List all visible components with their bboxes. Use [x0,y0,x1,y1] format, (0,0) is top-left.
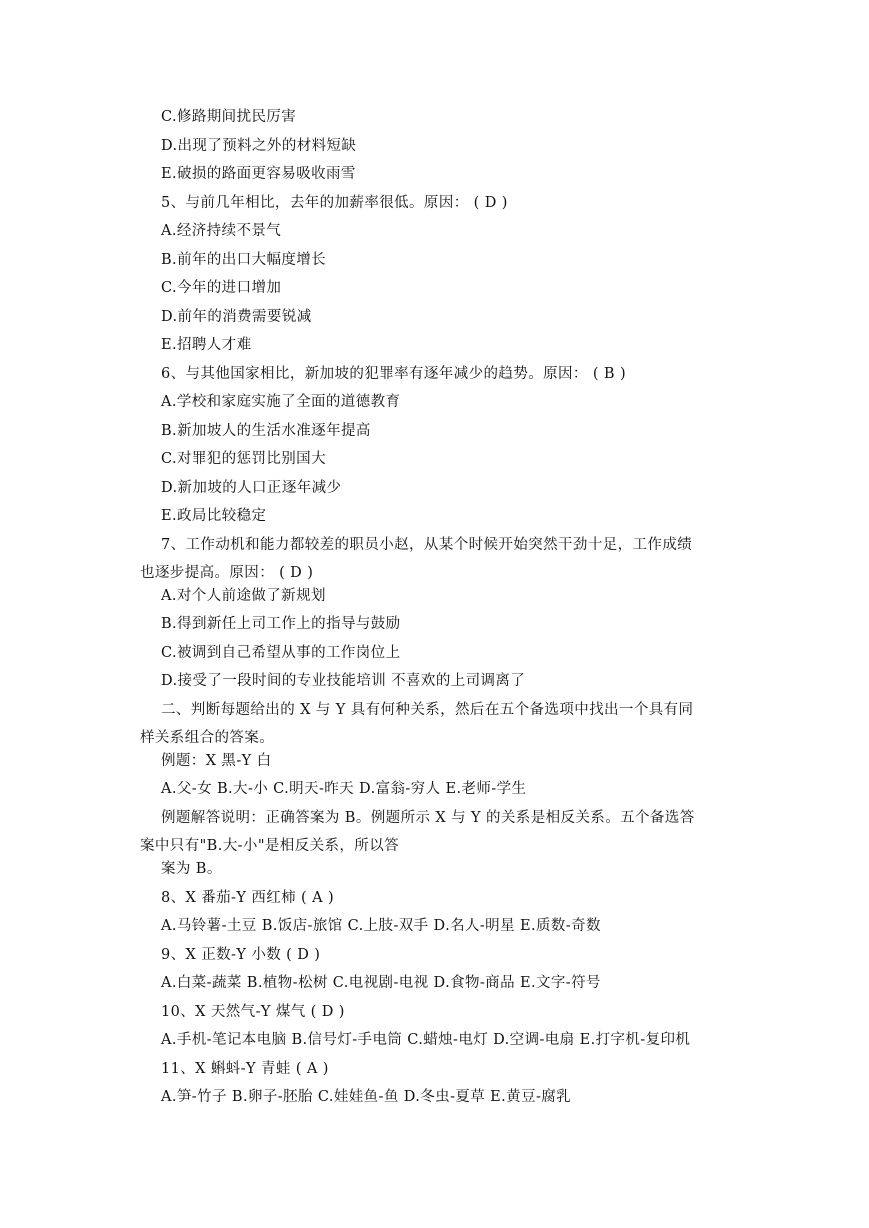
option-d-material-shortage: D.出现了预料之外的材料短缺 [161,138,357,154]
q5-option-e: E.招聘人才难 [161,337,252,353]
question-11: 11、X 蝌蚪-Y 青蛙 ( A ) [161,1061,329,1077]
example-options: A.父-女 B.大-小 C.明天-昨天 D.富翁-穷人 E.老师-学生 [161,781,527,797]
q6-option-a: A.学校和家庭实施了全面的道德教育 [161,394,401,410]
q7-option-d: D.接受了一段时间的专业技能培训 不喜欢的上司调离了 [161,673,526,689]
q7-option-c: C.被调到自己希望从事的工作岗位上 [161,645,401,661]
q10-options: A.手机-笔记本电脑 B.信号灯-手电筒 C.蜡烛-电灯 D.空调-电扇 E.打字机-复印机 [161,1032,691,1048]
example-question: 例题：X 黑-Y 白 [161,753,272,769]
section-2-instructions: 二、判断每题给出的 X 与 Y 具有何种关系，然后在五个备选项中找出一个具有同样关系组合的答案。 [140,702,694,746]
q6-option-d: D.新加坡的人口正逐年减少 [161,480,342,496]
example-explanation: 例题解答说明：正确答案为 B。例题所示 X 与 Y 的关系是相反关系。五个备选答案中只有"B.大-小"是相反关系，所以答 [140,810,695,854]
option-c-road-disturbance: C.修路期间扰民厉害 [161,109,297,125]
question-8: 8、X 番茄-Y 西红柿 ( A ) [161,890,335,906]
option-e-road-absorbs-rain: E.破损的路面更容易吸收雨雪 [161,166,356,182]
q5-option-c: C.今年的进口增加 [161,280,282,296]
q5-option-b: B.前年的出口大幅度增长 [161,252,327,268]
q8-options: A.马铃薯-土豆 B.饭店-旅馆 C.上肢-双手 D.名人-明星 E.质数-奇数 [161,918,601,934]
q11-options: A.笋-竹子 B.卵子-胚胎 C.娃娃鱼-鱼 D.冬虫-夏草 E.黄豆-腐乳 [161,1089,572,1105]
question-5: 5、与前几年相比，去年的加薪率很低。原因： ( D ) [161,195,508,211]
q6-option-b: B.新加坡人的生活水准逐年提高 [161,423,371,439]
q9-options: A.白菜-蔬菜 B.植物-松树 C.电视剧-电视 D.食物-商品 E.文字-符号 [161,975,601,991]
q5-option-a: A.经济持续不景气 [161,223,282,239]
q6-option-c: C.对罪犯的惩罚比别国大 [161,451,326,467]
q5-option-d: D.前年的消费需要锐减 [161,309,312,325]
question-6: 6、与其他国家相比，新加坡的犯罪率有逐年减少的趋势。原因： ( B ) [161,366,627,382]
question-7: 7、工作动机和能力都较差的职员小赵，从某个时候开始突然干劲十足，工作成绩也逐步提高。原因： ( D ) [140,537,693,581]
q7-option-a: A.对个人前途做了新规划 [161,588,326,604]
q7-option-b: B.得到新任上司工作上的指导与鼓励 [161,616,401,632]
question-9: 9、X 正数-Y 小数 ( D ) [161,947,321,963]
example-explanation-end: 案为 B。 [161,861,222,877]
q6-option-e: E.政局比较稳定 [161,508,267,524]
question-10: 10、X 天然气-Y 煤气 ( D ) [161,1004,345,1020]
